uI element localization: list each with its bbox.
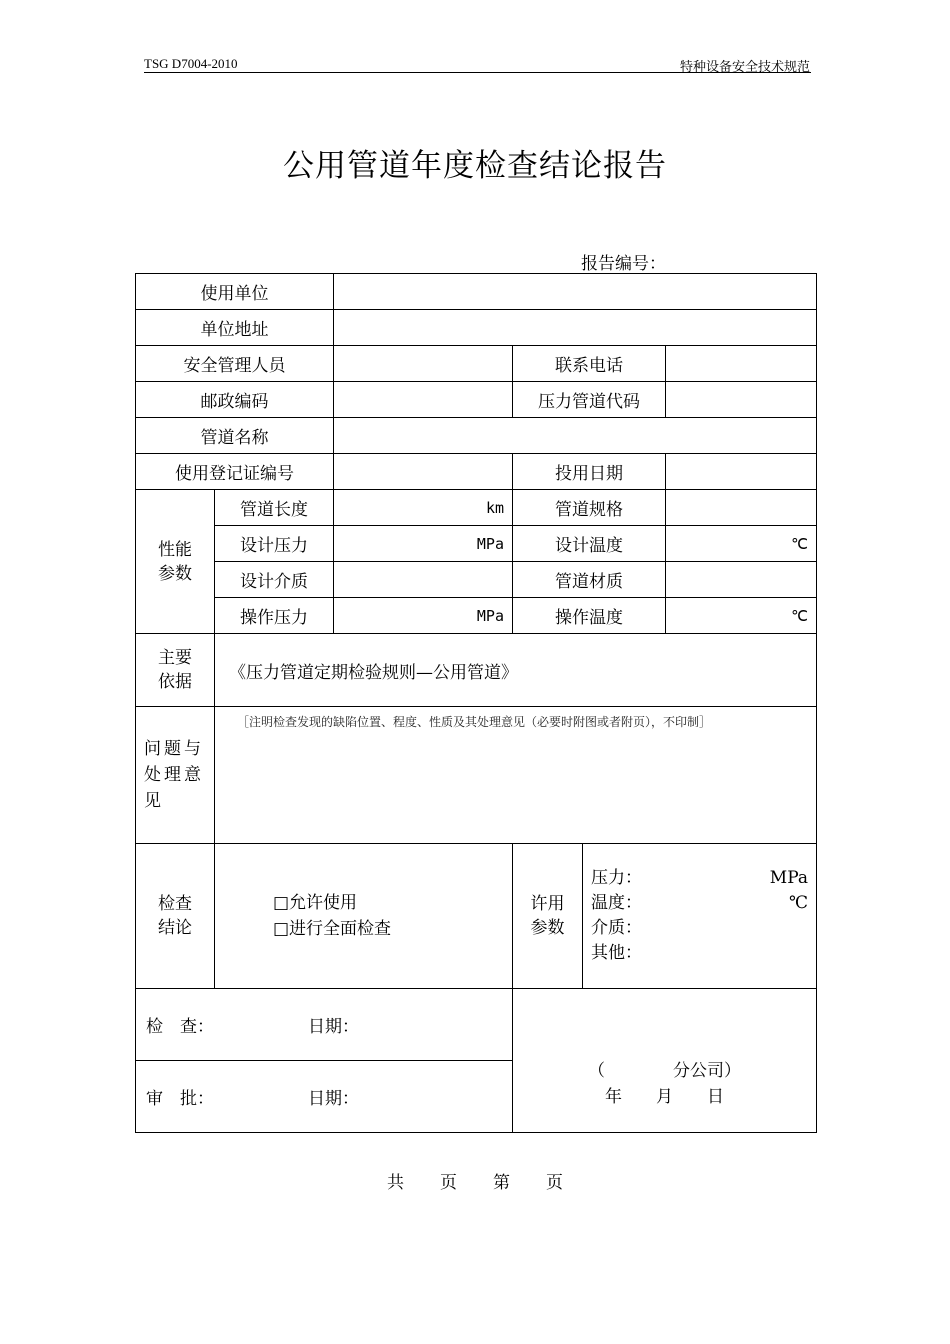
design-temp-field[interactable]: [666, 526, 817, 562]
issues-label: [136, 707, 215, 844]
commission-date-field[interactable]: [666, 454, 817, 490]
length-unit: km: [485, 498, 504, 517]
report-number-label: 报告编号：: [581, 254, 666, 274]
footer-no: 第: [493, 1173, 510, 1193]
pipe-code-label: 压力管道代码: [513, 382, 666, 418]
conclusion-label-line1: 检查: [158, 894, 192, 914]
permit-temp-row[interactable]: [591, 891, 816, 916]
issues-label-line2: 处理意: [144, 765, 204, 785]
permit-pressure-row[interactable]: [591, 866, 816, 891]
check-date-label: 日期：: [308, 1017, 359, 1037]
performance-label-line2: 参数: [158, 563, 192, 584]
footer-page1: 页: [440, 1173, 457, 1193]
reg-cert-no-field[interactable]: [334, 454, 513, 490]
performance-label-line1: 性能: [158, 539, 192, 560]
contact-phone-label: 联系电话: [513, 346, 666, 382]
postal-code-label: 邮政编码: [136, 382, 334, 418]
permit-temp-unit: ℃: [788, 893, 808, 913]
issues-note: ［注明检查发现的缺陷位置、程度、性质及其处理意见（必要时附图或者附页），不印制］: [237, 715, 712, 729]
approve-date-label: 日期：: [308, 1089, 359, 1109]
operating-pressure-field[interactable]: [334, 598, 513, 634]
permit-pressure-unit: MPa: [769, 868, 808, 888]
basis-label: [136, 634, 215, 707]
permit-params-label: [513, 844, 583, 989]
conclusion-label-line2: 结论: [158, 918, 192, 938]
pipe-code-field[interactable]: [666, 382, 817, 418]
header-spec-name: 特种设备安全技术规范: [679, 60, 810, 75]
design-pressure-unit: MPa: [476, 534, 504, 553]
permit-temp-label: 温度：: [591, 893, 642, 913]
permit-label-line1: 许用: [530, 894, 565, 914]
design-medium-label: 设计介质: [215, 562, 334, 598]
page-title: 公用管道年度检查结论报告: [283, 148, 667, 184]
basis-text: 《压力管道定期检验规则—公用管道》: [215, 634, 817, 707]
operating-pressure-label: 操作压力: [215, 598, 334, 634]
footer-page2: 页: [546, 1173, 563, 1193]
user-unit-label: 使用单位: [136, 274, 334, 310]
pipe-length-label: 管道长度: [215, 490, 334, 526]
unit-address-field[interactable]: [334, 310, 817, 346]
header-standard-code: TSG D7004-2010: [144, 56, 238, 71]
conclusion-options: [215, 844, 513, 989]
operating-temp-field[interactable]: [666, 598, 817, 634]
header-rule: [144, 72, 811, 73]
branch-line: （ 分公司）: [588, 1061, 741, 1081]
basis-label-line1: 主要: [158, 648, 192, 668]
basis-label-line2: 依据: [158, 672, 192, 692]
pipe-spec-field[interactable]: [666, 490, 817, 526]
approve-label: 审 批：: [146, 1089, 214, 1109]
pipe-length-field[interactable]: [334, 490, 513, 526]
footer-total: 共: [387, 1173, 404, 1193]
unit-address-label: 单位地址: [136, 310, 334, 346]
issues-label-line3: 见: [144, 791, 164, 811]
check-label: 检 查：: [146, 1017, 214, 1037]
performance-params-label: [136, 490, 215, 634]
full-inspection-checkbox[interactable]: □进行全面检查: [273, 919, 392, 939]
postal-code-field[interactable]: [334, 382, 513, 418]
safety-manager-label: 安全管理人员: [136, 346, 334, 382]
design-medium-field[interactable]: [334, 562, 513, 598]
pipe-material-field[interactable]: [666, 562, 817, 598]
design-pressure-field[interactable]: [334, 526, 513, 562]
reg-cert-no-label: 使用登记证编号: [136, 454, 334, 490]
design-pressure-label: 设计压力: [215, 526, 334, 562]
approve-signoff[interactable]: [136, 1061, 513, 1133]
permit-pressure-label: 压力：: [591, 868, 642, 888]
operating-pressure-unit: MPa: [476, 606, 504, 625]
operating-temp-label: 操作温度: [513, 598, 666, 634]
operating-temp-unit: ℃: [791, 606, 808, 625]
pipe-name-field[interactable]: [334, 418, 817, 454]
allow-use-checkbox[interactable]: □允许使用: [273, 893, 358, 913]
safety-manager-field[interactable]: [334, 346, 513, 382]
conclusion-label: [136, 844, 215, 989]
stamp-area: [513, 989, 817, 1133]
check-signoff[interactable]: [136, 989, 513, 1061]
permit-params: [583, 844, 817, 989]
pipe-material-label: 管道材质: [513, 562, 666, 598]
commission-date-label: 投用日期: [513, 454, 666, 490]
user-unit-field[interactable]: [334, 274, 817, 310]
design-temp-unit: ℃: [791, 534, 808, 553]
pipe-spec-label: 管道规格: [513, 490, 666, 526]
date-line: 年 月 日: [605, 1087, 724, 1107]
issues-field[interactable]: [215, 707, 817, 844]
design-temp-label: 设计温度: [513, 526, 666, 562]
permit-label-line2: 参数: [530, 918, 565, 938]
page-footer: [0, 1168, 950, 1193]
permit-medium[interactable]: 介质：: [591, 918, 642, 938]
contact-phone-field[interactable]: [666, 346, 817, 382]
issues-label-line1: 问题与: [144, 739, 204, 759]
permit-other[interactable]: 其他：: [591, 943, 642, 963]
report-form: [135, 273, 817, 1133]
pipe-name-label: 管道名称: [136, 418, 334, 454]
